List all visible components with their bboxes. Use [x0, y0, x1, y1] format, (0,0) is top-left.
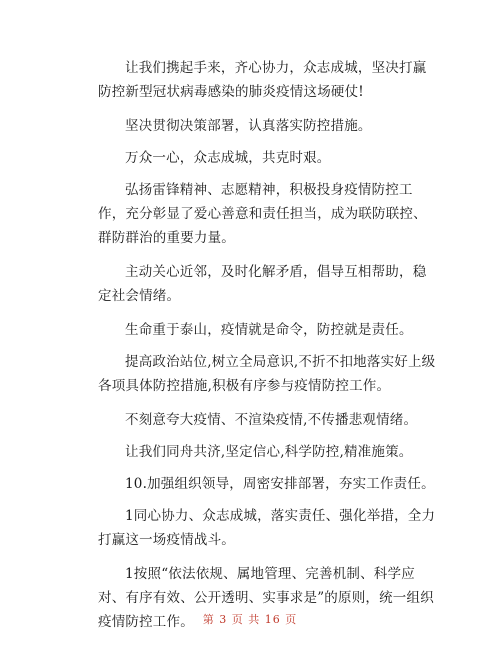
- paragraph: 让我们携起手来，齐心协力，众志成城，坚决打赢防控新型冠状病毒感染的肺炎疫情这场硬仗!: [98, 60, 427, 100]
- document-body: [98, 56, 438, 644]
- paragraph: 万众一心，众志成城，共克时艰。: [125, 150, 331, 166]
- paragraph: 10.加强组织领导，周密安排部署，夯实工作责任。: [125, 476, 435, 492]
- paragraph: 1同心协力、众志成城，落实责任、强化举措，全力打赢这一场疫情战斗。: [98, 508, 436, 548]
- paragraph: 弘扬雷锋精神、志愿精神，积极投身疫情防控工作，充分彰显了爱心善意和责任担当，成为联防联控、群防群治的重要力量。: [98, 182, 427, 246]
- paragraph: 提高政治站位,树立全局意识,不折不扣地落实好上级各项具体防控措施,积极有序参与疫情防控工作。: [98, 354, 436, 394]
- paragraph: 不刻意夸大疫情、不渲染疫情,不传播悲观情绪。: [125, 412, 418, 428]
- paragraph: 1按照“依法依规、属地管理、完善机制、科学应对、有序有效、公开透明、实事求是”的原则，统一组织疫情防控工作。: [98, 566, 434, 630]
- paragraph: 生命重于泰山，疫情就是命令，防控就是责任。: [125, 322, 413, 338]
- paragraph: 坚决贯彻决策部署，认真落实防控措施。: [125, 118, 372, 134]
- page-indicator: 第 3 页 共 16 页: [202, 613, 298, 626]
- paragraph: 让我们同舟共济,坚定信心,科学防控,精准施策。: [125, 444, 413, 460]
- paragraph: 主动关心近邻，及时化解矛盾，倡导互相帮助，稳定社会情绪。: [98, 264, 427, 304]
